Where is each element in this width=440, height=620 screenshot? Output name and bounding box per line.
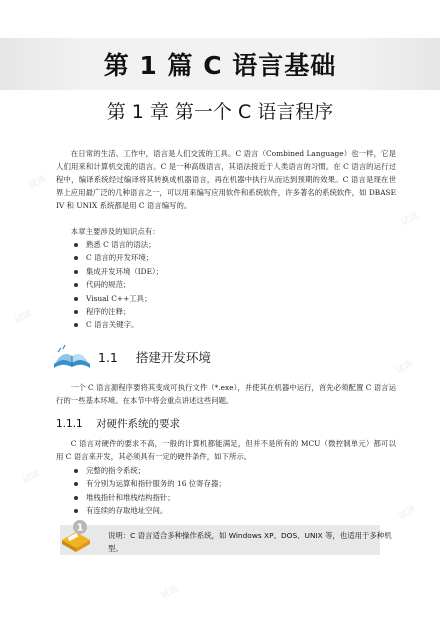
section-number: 1.1 [98,349,118,365]
list-item: 程序的注释； [74,305,163,318]
section-paragraph: 一个 C 语言源程序要将其变成可执行文件（*.exe），并使其在机器中运行，首先必须配置 C 语言运行的一些基本环境。在本节中将会重点讲述这些问题。 [56,383,396,405]
list-item: 完整的指令系统； [74,464,226,477]
list-item: 堆栈指针和堆栈结构指针； [74,491,226,504]
note-icon [58,518,94,554]
chapter-title: 第 1 章 第一个 C 语言程序 [106,101,334,123]
bullet-icon [74,469,78,473]
bullet-icon [74,310,78,314]
bullet-icon [74,270,78,274]
requirements-list [74,464,226,518]
open-book-icon [52,342,92,372]
watermark: 试读 [397,504,419,522]
subsection-heading [56,416,180,431]
part-banner [0,38,440,90]
list-item: C 语言的开发环境； [74,251,163,264]
watermark: 试读 [159,584,181,602]
bullet-icon [74,283,78,287]
bullet-icon [74,297,78,301]
list-item: 集成开发环境（IDE）； [74,265,163,278]
list-item: 代码的规范； [74,278,163,291]
bullet-icon [74,323,78,327]
watermark: 试读 [13,309,35,327]
section-title: 搭建开发环境 [135,350,211,365]
topics-list [74,238,163,332]
topics-lead: 本章主要涉及的知识点有： [70,227,160,236]
subsection-title: 对硬件系统的要求 [96,418,181,430]
bullet-icon [74,496,78,500]
list-item: Visual C++工具； [74,292,163,305]
subsection-paragraph: C 语言对硬件的要求不高，一般的计算机都能满足，但并不是所有的 MCU（微控制单元）都可以用 C 语言来开发，其必须具有一定的硬件条件，如下所示。 [56,439,396,461]
list-item: C 语言关键字。 [74,318,163,331]
subsection-number: 1.1.1 [56,418,83,430]
watermark: 试读 [21,469,43,487]
bullet-icon [74,256,78,260]
note-icon-number: 1 [76,522,84,534]
list-item: 有连续的存取地址空间。 [74,504,226,517]
part-title: 第 1 篇 C 语言基础 [103,51,337,80]
list-item: 有分别为运算和指针服务的 16 位寄存器； [74,477,226,490]
watermark: 试读 [394,359,416,377]
bullet-icon [74,482,78,486]
section-heading [52,340,392,374]
bullet-icon [74,509,78,513]
list-item: 熟悉 C 语言的语法； [74,238,163,251]
note-text: 说明：C 语言适合多种操作系统，如 Windows XP、DOS、UNIX 等，也适用于多种机型。 [108,531,392,553]
intro-paragraph: 在日常的生活、工作中，语言是人们交流的工具。C 语言（Combined Language）也一样，它是人们用来和计算机交流的语言。C 是一种高级语言，其语法接近于人类语言的习惯。在 C 语言的运行过程中，编译系统经过编译将其转换成机器语言，再在机器中执行从而达到预期的效果。C 语言是现在世界上应用最广泛的几种语言之一，可以用来编写应用软件和系统软件，许多著名的系统软件，如 DBASE IV 和 UNIX 系统都是用 C 语言编写的。 [56,149,396,210]
watermark: 试读 [27,174,49,192]
bullet-icon [74,243,78,247]
watermark: 试读 [399,211,421,229]
